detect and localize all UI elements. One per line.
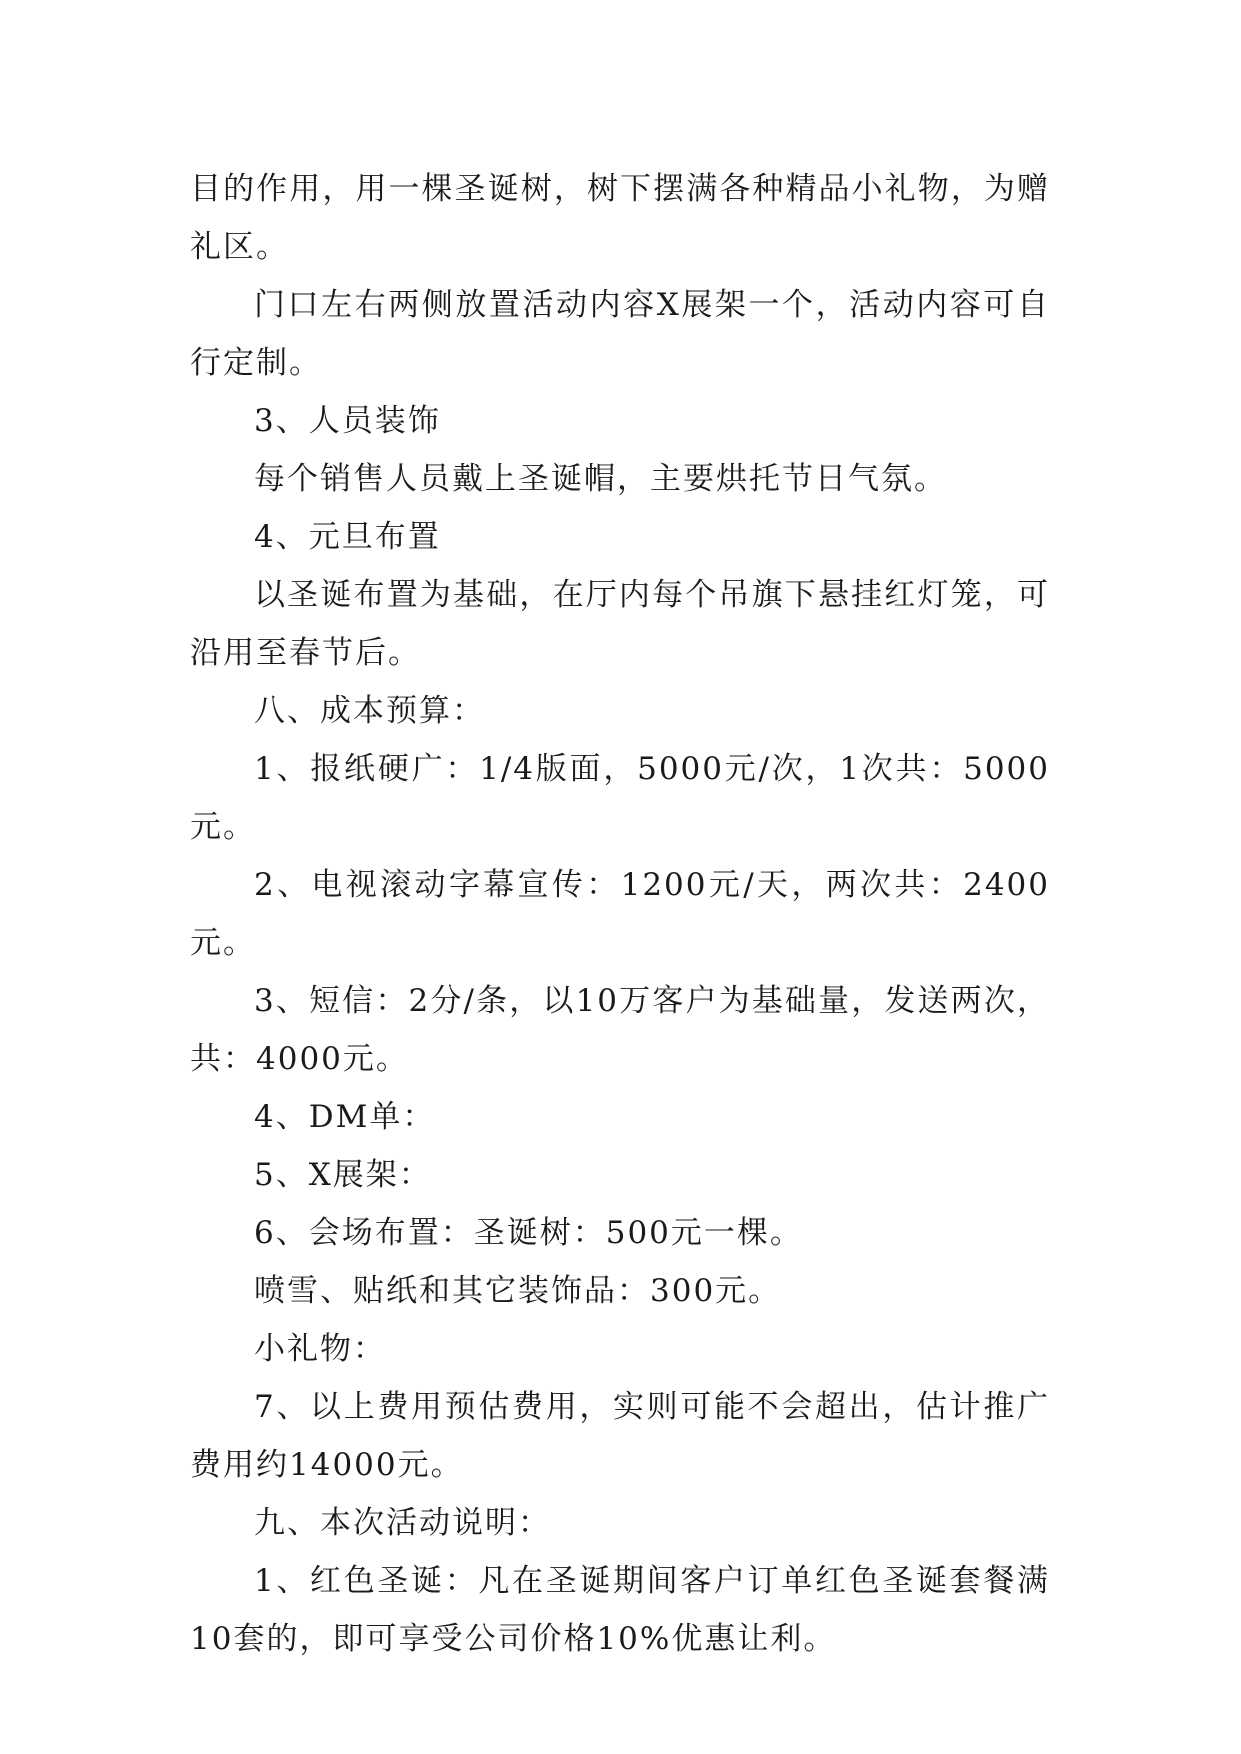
paragraph-lanterns: 以圣诞布置为基础，在厅内每个吊旗下悬挂红灯笼，可沿用至春节后。 bbox=[190, 577, 1050, 671]
heading-staff-decoration: 3、人员装饰 bbox=[254, 403, 441, 439]
budget-item-newspaper: 1、报纸硬广：1/4版面，5000元/次，1次共：5000元。 bbox=[190, 751, 1050, 845]
budget-item-sms: 3、短信：2分/条，以10万客户为基础量，发送两次，共：4000元。 bbox=[190, 983, 1050, 1077]
paragraph-x-stand: 门口左右两侧放置活动内容X展架一个，活动内容可自行定制。 bbox=[190, 287, 1050, 381]
budget-item-small-gifts: 小礼物： bbox=[254, 1331, 386, 1367]
paragraph-santa-hats: 每个销售人员戴上圣诞帽，主要烘托节日气氛。 bbox=[254, 461, 947, 497]
paragraph-gift-area: 目的作用，用一棵圣诞树，树下摆满各种精品小礼物，为赠礼区。 bbox=[190, 171, 1050, 265]
budget-item-dm: 4、DM单： bbox=[254, 1099, 436, 1135]
budget-item-x-stand: 5、X展架： bbox=[254, 1157, 432, 1193]
note-red-christmas: 1、红色圣诞：凡在圣诞期间客户订单红色圣诞套餐满10套的，即可享受公司价格10%优惠让利。 bbox=[190, 1563, 1050, 1657]
budget-item-ornaments: 喷雪、贴纸和其它装饰品：300元。 bbox=[254, 1273, 782, 1309]
heading-event-notes: 九、本次活动说明： bbox=[254, 1505, 551, 1541]
heading-new-year-decoration: 4、元旦布置 bbox=[254, 519, 441, 555]
budget-item-tv-ticker: 2、电视滚动字幕宣传：1200元/天，两次共：2400元。 bbox=[190, 867, 1050, 961]
heading-cost-budget: 八、成本预算： bbox=[254, 693, 485, 729]
document-body bbox=[190, 160, 1050, 1668]
budget-item-total: 7、以上费用预估费用，实则可能不会超出，估计推广费用约14000元。 bbox=[190, 1389, 1050, 1483]
budget-item-venue: 6、会场布置：圣诞树：500元一棵。 bbox=[254, 1215, 803, 1251]
